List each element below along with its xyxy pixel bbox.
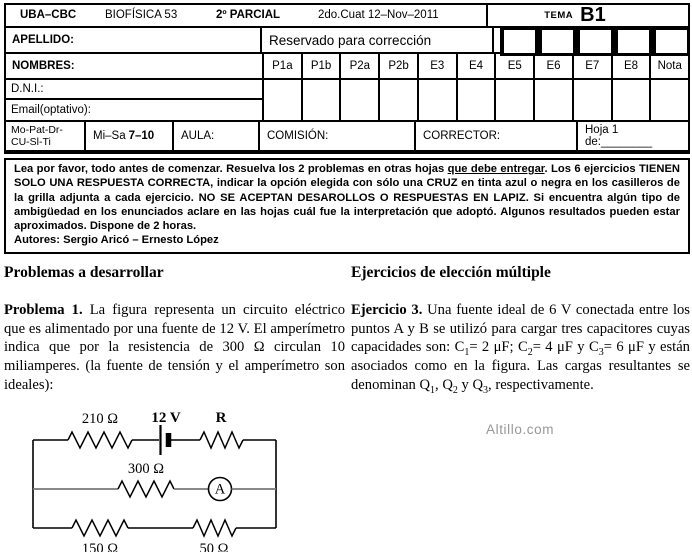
score-col-p2b: P2b xyxy=(378,54,417,78)
score-col-p1a: P1a xyxy=(262,54,301,78)
header-row-title xyxy=(6,5,688,28)
score-cell-empty xyxy=(301,80,340,120)
resistor-210-label: 210 Ω xyxy=(81,410,119,427)
correction-box xyxy=(504,30,535,53)
ejercicio3-text: , respectivamente. xyxy=(488,376,594,393)
subscript: 1 xyxy=(464,347,470,359)
score-col-e7: E7 xyxy=(572,54,611,78)
score-cell-empty xyxy=(339,80,378,120)
tema-value: B1 xyxy=(580,4,606,26)
score-cell-empty xyxy=(533,80,572,120)
exam-header-table xyxy=(4,3,690,154)
days-cell xyxy=(6,122,86,150)
score-col-e8: E8 xyxy=(611,54,650,78)
reservado-label: Reservado para corrección xyxy=(262,28,494,52)
instructions-seg2: . Los 6 ejercicios TIENEN SOLO UNA RESPUESTA CORRECTA, indicar la opción elegida con sólo una CRUZ en tinta azul o negra en los casilleros de la grilla adjunta a cada ejercicio. NO SE ACEPTAN DESAROLLOS O RESPUESTAS EN LAPIZ. Si encuentra algún tipo de ambigüedad en los enunciados aclare en las hojas cuál fue la interpretación que adoptó. Algunos resultados pueden estar aproximados. Dispone de 2 horas. xyxy=(14,163,680,233)
score-cell-empty xyxy=(417,80,456,120)
instructions-text xyxy=(14,162,680,233)
resistor-R-label: R xyxy=(215,409,227,426)
subscript: 2 xyxy=(452,384,458,396)
days-line2: CU-Sl-Ti xyxy=(11,136,51,148)
org-label: UBA–CBC xyxy=(20,9,77,21)
authors-line: Autores: Sergio Aricó – Ernesto López xyxy=(14,234,219,247)
corrector-field-label: CORRECTOR: xyxy=(416,122,578,150)
subscript: 3 xyxy=(483,384,489,396)
ejercicio3-text: = 2 μF; C xyxy=(469,339,528,356)
score-col-e5: E5 xyxy=(494,54,533,78)
score-col-nota: Nota xyxy=(649,54,688,78)
watermark: Altillo.com xyxy=(486,422,555,437)
ejercicio3-label: Ejercicio 3. xyxy=(351,301,423,318)
correction-box xyxy=(542,30,573,53)
problema1-text: La figura representa un circuito eléctrico que es alimentado por una fuente de 12 V. El amperímetro indica que por la resistencia de 300 Ω circulan 10 miliamperes. (la fuente de tensión y el amperímetro son ideales): xyxy=(4,301,345,393)
problems-heading: Problemas a desarrollar xyxy=(4,263,164,281)
score-cell-empty xyxy=(494,80,533,120)
ejercicio3-text: , Q xyxy=(435,376,453,393)
exercises-column xyxy=(351,264,690,552)
shift-days: Mi–Sa xyxy=(93,130,126,142)
score-cell-empty xyxy=(649,80,688,120)
score-cell-empty xyxy=(572,80,611,120)
date-label: 2do.Cuat 12–Nov–2011 xyxy=(318,9,439,21)
aula-field-label: AULA: xyxy=(174,122,260,150)
score-cell-empty xyxy=(378,80,417,120)
ejercicio3-text: y Q xyxy=(457,376,484,393)
header-row-nombres xyxy=(6,54,688,80)
instructions-underlined: que debe entregar xyxy=(447,163,545,175)
ejercicio3-text: = 6 μF y están asociados como en la figura. Las cargas resultantes se denominan Q xyxy=(351,339,690,393)
correction-box xyxy=(580,30,611,53)
ejercicio3-text: Una fuente ideal de 6 V conectada entre los puntos A y B se utilizó para cargar tres capacitores cuyas capacidades son: C xyxy=(351,301,690,356)
dni-email-stack xyxy=(6,80,262,120)
tema-cell xyxy=(486,5,688,26)
score-cell-empty xyxy=(456,80,495,120)
subscript: 1 xyxy=(430,384,436,396)
instructions-box xyxy=(4,158,690,254)
problems-column xyxy=(4,264,351,552)
shift-cell xyxy=(86,122,174,150)
score-col-e4: E4 xyxy=(456,54,495,78)
resistor-300 xyxy=(118,481,174,497)
score-cell-empty xyxy=(611,80,650,120)
nombres-field-label: NOMBRES: xyxy=(12,60,75,72)
resistor-150-label: 150 Ω xyxy=(81,540,119,552)
resistor-300-label: 300 Ω xyxy=(127,460,165,477)
comision-field-label: COMISIÓN: xyxy=(260,122,416,150)
header-row-commission xyxy=(6,122,688,152)
exercises-heading: Ejercicios de elección múltiple xyxy=(351,263,551,281)
resistor-50 xyxy=(193,520,236,536)
subscript: 3 xyxy=(598,347,604,359)
correction-box xyxy=(618,30,649,53)
correction-boxes xyxy=(500,26,690,56)
subscript: 2 xyxy=(527,347,533,359)
score-col-e3: E3 xyxy=(417,54,456,78)
exam-label: 2º PARCIAL xyxy=(216,9,281,21)
hoja-field-label: Hoja 1 de:________ xyxy=(585,124,653,148)
email-field-label: Email(optativo): xyxy=(11,104,91,116)
resistor-R xyxy=(200,432,243,448)
score-col-p2a: P2a xyxy=(339,54,378,78)
apellido-field-label: APELLIDO: xyxy=(6,28,262,52)
resistor-150 xyxy=(72,520,128,536)
instructions-seg1: Lea por favor, todo antes de comenzar. Resuelva los 2 problemas en otras hojas xyxy=(14,163,448,175)
resistor-210 xyxy=(68,432,132,448)
circuit-diagram xyxy=(20,403,300,552)
ammeter-label: A xyxy=(214,481,226,498)
score-col-p1b: P1b xyxy=(301,54,340,78)
shift-hours: 7–10 xyxy=(128,130,155,142)
battery-label: 12 V xyxy=(151,409,181,426)
content-columns xyxy=(4,264,690,552)
ejercicio3-paragraph xyxy=(351,301,690,395)
problema1-paragraph xyxy=(4,301,345,395)
ejercicio3-text: = 4 μF y C xyxy=(532,339,599,356)
resistor-50-label: 50 Ω xyxy=(199,540,229,552)
problema1-label: Problema 1. xyxy=(4,301,83,318)
correction-box xyxy=(656,30,687,53)
tema-label: TEMA xyxy=(544,10,574,21)
course-label: BIOFÍSICA 53 xyxy=(105,9,178,21)
dni-field-label: D.N.I.: xyxy=(6,80,262,100)
days-line1: Mo-Pat-Dr- xyxy=(11,124,63,136)
header-row-dni-email xyxy=(6,80,688,122)
score-cell-empty xyxy=(262,80,301,120)
score-col-e6: E6 xyxy=(533,54,572,78)
title-cell xyxy=(6,5,486,26)
